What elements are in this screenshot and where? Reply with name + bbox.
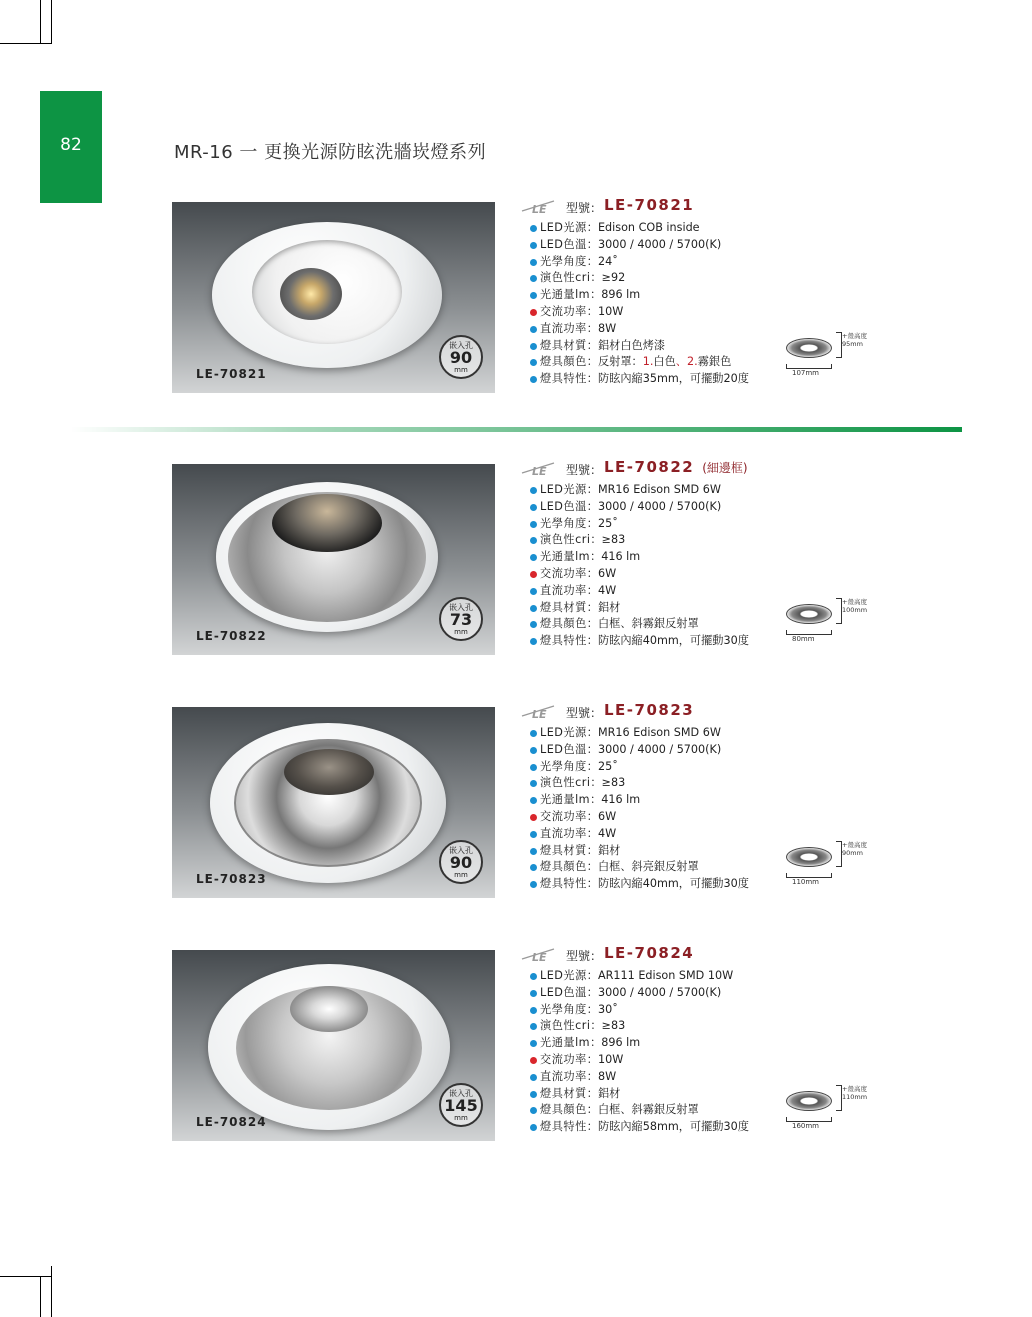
product-photo-label: LE-70822	[196, 629, 267, 643]
product-photo	[172, 950, 495, 1141]
spec-item: 光通量lm：896 lm	[520, 1035, 940, 1052]
svg-text:LE: LE	[532, 203, 547, 215]
crop-mark	[40, 1276, 41, 1317]
lamp-lens	[280, 268, 342, 320]
spec-item: 燈具顏色：白框、斜霧銀反射罩	[520, 1102, 940, 1119]
dimension-height: +殼高度 90mm	[842, 841, 867, 857]
spec-item: 光學角度：25˚	[520, 516, 940, 533]
spec-item: LED光源：MR16 Edison SMD 6W	[520, 725, 940, 742]
spec-item: 直流功率：4W	[520, 583, 940, 600]
spec-item: 燈具特性：防眩內縮35mm，可擺動20度	[520, 371, 940, 388]
product-photo	[172, 202, 495, 393]
model-number: LE-70823	[604, 701, 695, 719]
dimension-width: 107mm	[792, 369, 819, 377]
crop-mark	[40, 0, 41, 44]
spec-header	[520, 702, 940, 724]
fixture-diagram	[786, 604, 832, 624]
spec-item: 燈具顏色：白框、斜亮銀反射罩	[520, 859, 940, 876]
fixture-diagram	[786, 338, 832, 358]
cutout-size: 90	[449, 348, 473, 367]
spec-item: 交流功率：10W	[520, 304, 940, 321]
product-photo-label: LE-70824	[196, 1115, 267, 1129]
cutout-caption: 嵌入孔	[449, 603, 473, 612]
spec-item: 燈具特性：防眩內縮40mm，可擺動30度	[520, 876, 940, 893]
cutout-unit: mm	[454, 1114, 468, 1122]
spec-item: 交流功率：10W	[520, 1052, 940, 1069]
fixture-diagram	[786, 1091, 832, 1111]
spec-item: 演色性cri：≥83	[520, 532, 940, 549]
lamp-lens	[284, 749, 374, 795]
spec-item: LED光源：Edison COB inside	[520, 220, 940, 237]
svg-text:LE: LE	[532, 951, 547, 963]
dimension-diagram	[782, 596, 882, 646]
cutout-caption: 嵌入孔	[449, 341, 473, 350]
spec-item: 演色性cri：≥83	[520, 775, 940, 792]
spec-item: 直流功率：8W	[520, 321, 940, 338]
spec-item: 直流功率：4W	[520, 826, 940, 843]
spec-item: LED色溫：3000 / 4000 / 5700(K)	[520, 499, 940, 516]
dimension-diagram	[782, 1083, 882, 1133]
spec-header	[520, 459, 940, 481]
dimension-diagram	[782, 839, 882, 889]
spec-header	[520, 197, 940, 219]
crop-mark	[51, 1266, 52, 1317]
spec-item: 光學角度：24˚	[520, 254, 940, 271]
model-label: 型號：	[566, 463, 603, 477]
crop-mark	[0, 43, 52, 44]
cutout-size-badge	[439, 335, 483, 379]
lamp-lens	[290, 986, 368, 1032]
le-logo-icon	[520, 704, 560, 720]
spec-item: 燈具材質：鋁材	[520, 600, 940, 617]
spec-item: 演色性cri：≥92	[520, 270, 940, 287]
model-label: 型號：	[566, 201, 603, 215]
cutout-caption: 嵌入孔	[449, 1089, 473, 1098]
spec-item: LED色溫：3000 / 4000 / 5700(K)	[520, 742, 940, 759]
page-title: MR-16 一 更換光源防眩洗牆崁燈系列	[174, 142, 487, 163]
spec-item: 燈具特性：防眩內縮40mm，可擺動30度	[520, 633, 940, 650]
model-number: LE-70822 (細邊框)	[604, 458, 748, 476]
le-logo-icon	[520, 947, 560, 963]
cutout-size: 90	[449, 853, 473, 872]
model-label: 型號：	[566, 706, 603, 720]
product-photo	[172, 464, 495, 655]
spec-item: 光學角度：25˚	[520, 759, 940, 776]
spec-item: 燈具材質：鋁材白色烤漆	[520, 338, 940, 355]
spec-item: LED光源：AR111 Edison SMD 10W	[520, 968, 940, 985]
spec-item: LED光源：MR16 Edison SMD 6W	[520, 482, 940, 499]
cutout-size-badge	[439, 1083, 483, 1127]
svg-text:LE: LE	[532, 708, 547, 720]
spec-item: 光通量lm：416 lm	[520, 549, 940, 566]
product-photo	[172, 707, 495, 898]
crop-mark	[51, 0, 52, 44]
spec-item: 光通量lm：896 lm	[520, 287, 940, 304]
spec-header	[520, 945, 940, 967]
cutout-size-badge	[439, 597, 483, 641]
cutout-unit: mm	[454, 366, 468, 374]
dimension-width: 80mm	[792, 635, 815, 643]
spec-item: 交流功率：6W	[520, 809, 940, 826]
dimension-width: 160mm	[792, 1122, 819, 1130]
model-note: (細邊框)	[702, 461, 748, 475]
spec-item: 演色性cri：≥83	[520, 1018, 940, 1035]
fixture-diagram	[786, 847, 832, 867]
cutout-unit: mm	[454, 628, 468, 636]
dimension-height: +殼高度 100mm	[842, 598, 868, 614]
cutout-caption: 嵌入孔	[449, 846, 473, 855]
spec-item: 燈具材質：鋁材	[520, 843, 940, 860]
svg-text:LE: LE	[532, 465, 547, 477]
model-number: LE-70824	[604, 944, 695, 962]
page-number: 82	[60, 135, 82, 155]
spec-item: LED色溫：3000 / 4000 / 5700(K)	[520, 237, 940, 254]
spec-item: 燈具特性：防眩內縮58mm，可擺動30度	[520, 1119, 940, 1136]
spec-item: 光通量lm：416 lm	[520, 792, 940, 809]
dimension-height: +殼高度 110mm	[842, 1085, 868, 1101]
dimension-width: 110mm	[792, 878, 819, 886]
model-label: 型號：	[566, 949, 603, 963]
spec-item: 光學角度：30˚	[520, 1002, 940, 1019]
spec-item: 燈具顏色：反射罩：1.白色、2.霧銀色	[520, 354, 940, 371]
lamp-lens	[272, 494, 382, 552]
cutout-size: 73	[449, 610, 473, 629]
spec-item: 燈具顏色：白框、斜霧銀反射罩	[520, 616, 940, 633]
spec-item: 直流功率：8W	[520, 1069, 940, 1086]
spec-item: 交流功率：6W	[520, 566, 940, 583]
cutout-unit: mm	[454, 871, 468, 879]
cutout-size-badge	[439, 840, 483, 884]
page-number-tab	[40, 91, 102, 203]
dimension-diagram	[782, 330, 882, 380]
model-number: LE-70821	[604, 196, 695, 214]
section-divider	[70, 427, 962, 432]
le-logo-icon	[520, 199, 560, 215]
spec-item: 燈具材質：鋁材	[520, 1086, 940, 1103]
product-photo-label: LE-70823	[196, 872, 267, 886]
product-photo-label: LE-70821	[196, 367, 267, 381]
spec-item: LED色溫：3000 / 4000 / 5700(K)	[520, 985, 940, 1002]
cutout-size: 145	[444, 1096, 478, 1115]
crop-mark	[0, 1276, 52, 1277]
le-logo-icon	[520, 461, 560, 477]
dimension-height: +殼高度 95mm	[842, 332, 867, 348]
